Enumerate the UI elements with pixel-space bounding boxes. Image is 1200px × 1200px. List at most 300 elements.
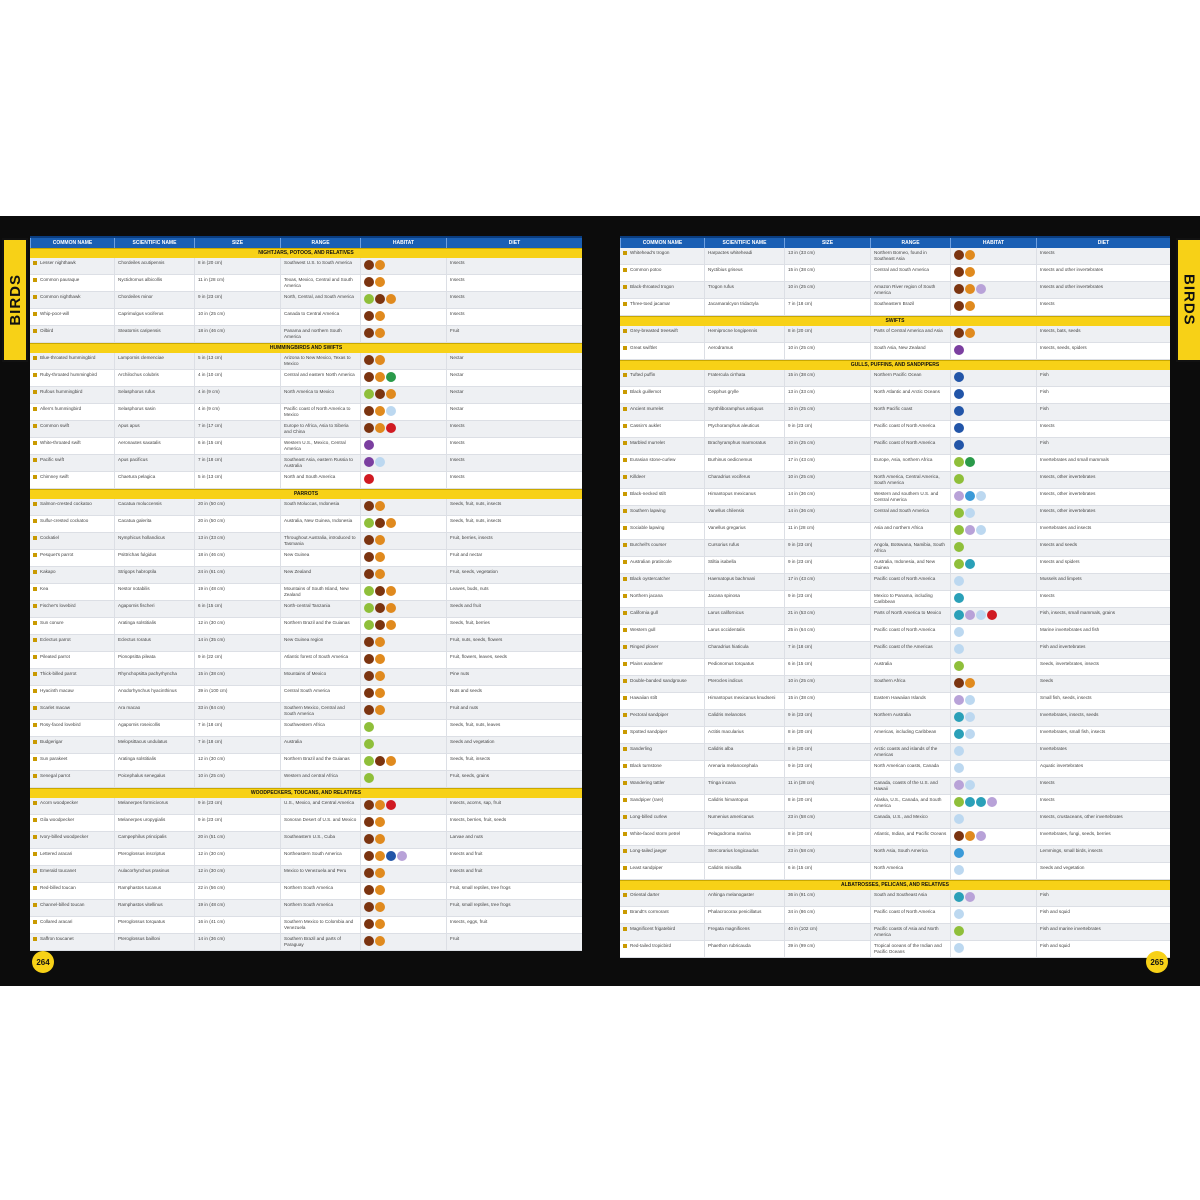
diet-cell: Larvae and nuts	[446, 832, 582, 848]
size-cell: 6 in (15 cm)	[194, 438, 280, 454]
bullet-icon	[33, 312, 37, 316]
size-cell: 11 in (28 cm)	[784, 778, 870, 794]
forest-habitat-icon	[364, 868, 374, 878]
diet-cell: Fish and marine invertebrates	[1036, 924, 1170, 940]
book-spread	[0, 216, 1200, 986]
bullet-icon	[33, 723, 37, 727]
common-name-cell	[620, 625, 704, 641]
range-cell: Southwest U.S. to South America	[280, 258, 360, 274]
scientific-name-cell: Anodorhynchus hyacinthinus	[114, 686, 194, 702]
tundra-habitat-icon	[965, 457, 975, 467]
range-cell: Parts of North America to Mexico	[870, 608, 950, 624]
common-name: Pectoral sandpiper	[630, 712, 669, 717]
table-row	[30, 849, 582, 866]
table-row	[30, 883, 582, 900]
common-name: Burchell's courser	[630, 542, 667, 547]
grass-habitat-icon	[965, 267, 975, 277]
mountain-habitat-icon	[976, 797, 986, 807]
scientific-name-cell: Psittrichas fulgidus	[114, 550, 194, 566]
common-name-cell	[30, 516, 114, 532]
size-cell: 23 in (58 cm)	[784, 812, 870, 828]
scrub-habitat-icon	[954, 508, 964, 518]
habitat-cell	[360, 669, 446, 685]
habitat-cell	[950, 625, 1036, 641]
bullet-icon	[33, 278, 37, 282]
common-name-cell	[620, 421, 704, 437]
forest-habitat-icon	[364, 328, 374, 338]
scientific-name-cell: Ara macao	[114, 703, 194, 719]
grass-habitat-icon	[965, 250, 975, 260]
column-header: RANGE	[280, 238, 360, 248]
common-name: Thick-billed parrot	[40, 671, 77, 676]
habitat-cell	[950, 846, 1036, 862]
urban-habitat-icon	[364, 474, 374, 484]
diet-cell: Fruit and nuts	[446, 703, 582, 719]
range-cell: Pacific coast of North America	[870, 438, 950, 454]
size-cell: 9 in (23 cm)	[194, 292, 280, 308]
diet-cell: Insects and other invertebrates	[1036, 282, 1170, 298]
scientific-name-cell: Ptychoramphus aleuticus	[704, 421, 784, 437]
grass-habitat-icon	[375, 328, 385, 338]
common-name: Hawaiian stilt	[630, 695, 658, 700]
table-row	[30, 815, 582, 832]
common-name-cell	[30, 849, 114, 865]
range-cell: North Atlantic and Arctic Oceans	[870, 387, 950, 403]
habitat-cell	[950, 591, 1036, 607]
habitat-cell	[950, 574, 1036, 590]
table-row	[620, 924, 1170, 941]
diet-cell: Fruit	[446, 934, 582, 950]
size-cell: 15 in (38 cm)	[784, 693, 870, 709]
common-name: Scarlet macaw	[40, 705, 71, 710]
table-row	[620, 523, 1170, 540]
bullet-icon	[33, 441, 37, 445]
polar-habitat-icon	[954, 372, 964, 382]
common-name: California gull	[630, 610, 658, 615]
range-cell: Mountains of South Island, New Zealand	[280, 584, 360, 600]
diet-cell: Insects and fruit	[446, 866, 582, 882]
habitat-cell	[360, 849, 446, 865]
common-name: Kakapo	[40, 569, 56, 574]
grass-habitat-icon	[386, 389, 396, 399]
bullet-icon	[623, 645, 627, 649]
mountain-habitat-icon	[965, 559, 975, 569]
column-header: SCIENTIFIC NAME	[704, 238, 784, 248]
table-row	[620, 608, 1170, 625]
grass-habitat-icon	[386, 518, 396, 528]
common-name: Whitehead's trogon	[630, 250, 670, 255]
grass-habitat-icon	[375, 260, 385, 270]
habitat-cell	[360, 832, 446, 848]
common-name: Fischer's lovebird	[40, 603, 76, 608]
section-tab-label: BIRDS	[1180, 274, 1198, 326]
common-name-cell	[30, 866, 114, 882]
size-cell: 8 in (20 cm)	[784, 727, 870, 743]
diet-cell: Fruit, flowers, leaves, seeds	[446, 652, 582, 668]
common-name-cell	[30, 326, 114, 342]
bullet-icon	[623, 329, 627, 333]
common-name: Saffron toucanet	[40, 936, 74, 941]
size-cell: 19 in (48 cm)	[194, 900, 280, 916]
size-cell: 14 in (36 cm)	[784, 489, 870, 505]
urban-habitat-icon	[987, 610, 997, 620]
grass-habitat-icon	[375, 671, 385, 681]
table-row	[620, 676, 1170, 693]
common-name: Lettered aracari	[40, 851, 73, 856]
range-cell: Amazon River region of South America	[870, 282, 950, 298]
habitat-cell	[950, 761, 1036, 777]
common-name-cell	[30, 798, 114, 814]
diet-cell: Insects, other invertebrates	[1036, 489, 1170, 505]
common-name: Common nighthawk	[40, 294, 81, 299]
size-cell: 8 in (20 cm)	[784, 326, 870, 342]
scrub-habitat-icon	[954, 797, 964, 807]
range-cell: Texas, Mexico, Central and South America	[280, 275, 360, 291]
range-cell: South and Southeast Asia	[870, 890, 950, 906]
tundra-habitat-icon	[386, 372, 396, 382]
bullet-icon	[33, 424, 37, 428]
table-row	[30, 737, 582, 754]
size-cell: 12 in (30 cm)	[194, 754, 280, 770]
range-cell: Pacific coast of North America	[870, 625, 950, 641]
common-name-cell	[620, 941, 704, 957]
table-row	[620, 941, 1170, 958]
bullet-icon	[623, 611, 627, 615]
size-cell: 25 in (64 cm)	[784, 625, 870, 641]
bullet-icon	[623, 509, 627, 513]
forest-habitat-icon	[364, 817, 374, 827]
forest-habitat-icon	[364, 851, 374, 861]
size-cell: 13 in (33 cm)	[784, 248, 870, 264]
diet-cell: Seeds, fruit, berries	[446, 618, 582, 634]
bullet-icon	[623, 628, 627, 632]
table-row	[620, 846, 1170, 863]
forest-habitat-icon	[954, 831, 964, 841]
section-heading: HUMMINGBIRDS AND SWIFTS	[30, 343, 582, 353]
habitat-cell	[360, 798, 446, 814]
scientific-name-cell: Actitis macularius	[704, 727, 784, 743]
bullet-icon	[623, 492, 627, 496]
habitat-cell	[950, 924, 1036, 940]
size-cell: 9 in (23 cm)	[784, 710, 870, 726]
common-name-cell	[620, 540, 704, 556]
size-cell: 7 in (18 cm)	[784, 642, 870, 658]
common-name-cell	[620, 574, 704, 590]
forest-habitat-icon	[375, 603, 385, 613]
diet-cell: Fruit, small reptiles, tree frogs	[446, 883, 582, 899]
bullet-icon	[623, 910, 627, 914]
common-name: Wandering tattler	[630, 780, 665, 785]
common-name: Tufted puffin	[630, 372, 656, 377]
size-cell: 8 in (20 cm)	[784, 829, 870, 845]
grass-habitat-icon	[965, 328, 975, 338]
habitat-cell	[360, 516, 446, 532]
scientific-name-cell: Vanellus gregarius	[704, 523, 784, 539]
bullet-icon	[623, 944, 627, 948]
diet-cell: Insects, other invertebrates	[1036, 506, 1170, 522]
fresh-habitat-icon	[965, 525, 975, 535]
fresh-habitat-icon	[965, 610, 975, 620]
diet-cell: Insects, other invertebrates	[1036, 472, 1170, 488]
scrub-habitat-icon	[364, 603, 374, 613]
urban-habitat-icon	[386, 800, 396, 810]
size-cell: 7 in (18 cm)	[194, 720, 280, 736]
bullet-icon	[33, 774, 37, 778]
common-name: Rufous hummingbird	[40, 389, 83, 394]
bullet-icon	[623, 764, 627, 768]
scientific-name-cell: Himantopus mexicanus knudseni	[704, 693, 784, 709]
bullet-icon	[623, 251, 627, 255]
column-header: DIET	[1036, 238, 1170, 248]
bullet-icon	[33, 570, 37, 574]
grass-habitat-icon	[375, 654, 385, 664]
fresh-habitat-icon	[987, 797, 997, 807]
common-name-cell	[620, 404, 704, 420]
range-cell: Parts of Central America and Asia	[870, 326, 950, 342]
habitat-cell	[360, 934, 446, 950]
scientific-name-cell: Lampornis clemenciae	[114, 353, 194, 369]
scientific-name-cell: Calidris minutilla	[704, 863, 784, 879]
common-name: Grey-breasted treeswift	[630, 328, 678, 333]
common-name-cell	[30, 275, 114, 291]
scientific-name-cell: Nymphicus hollandicus	[114, 533, 194, 549]
common-name-cell	[30, 370, 114, 386]
scientific-name-cell: Nyctidromus albicollis	[114, 275, 194, 291]
mountain-habitat-icon	[954, 892, 964, 902]
scientific-name-cell: Chaetura pelagica	[114, 472, 194, 488]
size-cell: 9 in (23 cm)	[784, 591, 870, 607]
column-header: COMMON NAME	[30, 238, 114, 248]
forest-habitat-icon	[364, 569, 374, 579]
grass-habitat-icon	[386, 603, 396, 613]
habitat-cell	[360, 421, 446, 437]
scientific-name-cell: Steatornis caripensis	[114, 326, 194, 342]
diet-cell: Insects	[1036, 778, 1170, 794]
forest-habitat-icon	[364, 406, 374, 416]
coast-habitat-icon	[965, 712, 975, 722]
size-cell: 4 in (9 cm)	[194, 404, 280, 420]
table-row	[620, 812, 1170, 829]
common-name-cell	[620, 343, 704, 359]
section-heading: ALBATROSSES, PELICANS, AND RELATIVES	[620, 880, 1170, 890]
common-name: Double-banded sandgrouse	[630, 678, 687, 683]
forest-habitat-icon	[375, 756, 385, 766]
bullet-icon	[33, 502, 37, 506]
common-name: Three-toed jacamar	[630, 301, 671, 306]
table-row	[620, 506, 1170, 523]
common-name: Marbled murrelet	[630, 440, 665, 445]
bullet-icon	[33, 390, 37, 394]
scientific-name-cell: Cacatua galerita	[114, 516, 194, 532]
bullet-icon	[33, 356, 37, 360]
habitat-cell	[360, 686, 446, 702]
bullet-icon	[33, 689, 37, 693]
range-cell: Canada, coasts of the U.S. and Hawaii	[870, 778, 950, 794]
bullet-icon	[623, 560, 627, 564]
bullet-icon	[33, 458, 37, 462]
common-name-cell	[620, 890, 704, 906]
size-cell: 16 in (41 cm)	[194, 917, 280, 933]
common-name-cell	[30, 669, 114, 685]
size-cell: 6 in (15 cm)	[194, 601, 280, 617]
common-name-cell	[620, 744, 704, 760]
size-cell: 7 in (18 cm)	[194, 737, 280, 753]
size-cell: 8 in (20 cm)	[784, 744, 870, 760]
range-cell: Angola, Botswana, Namibia, South Africa	[870, 540, 950, 556]
grass-habitat-icon	[386, 294, 396, 304]
range-cell: Americas, including Caribbean	[870, 727, 950, 743]
range-cell: Western and central Africa	[280, 771, 360, 787]
size-cell: 20 in (50 cm)	[194, 499, 280, 515]
habitat-cell	[360, 601, 446, 617]
scientific-name-cell: Larus californicus	[704, 608, 784, 624]
common-name-cell	[620, 924, 704, 940]
bullet-icon	[623, 696, 627, 700]
forest-habitat-icon	[364, 654, 374, 664]
table-row	[620, 863, 1170, 880]
common-name: Least sandpiper	[630, 865, 663, 870]
common-name: Black-throated trogon	[630, 284, 674, 289]
size-cell: 10 in (25 cm)	[784, 472, 870, 488]
table-row	[30, 550, 582, 567]
table-row	[620, 421, 1170, 438]
common-name: Plains wanderer	[630, 661, 663, 666]
habitat-cell	[360, 326, 446, 342]
diet-cell: Insects	[446, 275, 582, 291]
bullet-icon	[623, 373, 627, 377]
range-cell: Pacific coast of the Americas	[870, 642, 950, 658]
habitat-cell	[950, 557, 1036, 573]
diet-cell: Insects	[446, 455, 582, 471]
habitat-cell	[950, 829, 1036, 845]
diet-cell: Invertebrates and insects	[1036, 523, 1170, 539]
size-cell: 10 in (25 cm)	[784, 282, 870, 298]
size-cell: 9 in (23 cm)	[784, 421, 870, 437]
diet-cell: Nectar	[446, 387, 582, 403]
bullet-icon	[623, 302, 627, 306]
diet-cell: Insects	[446, 472, 582, 488]
range-cell: South Asia, New Zealand	[870, 343, 950, 359]
table-row	[30, 832, 582, 849]
common-name-cell	[620, 795, 704, 811]
common-name-cell	[620, 472, 704, 488]
range-cell: Western and southern U.S. and Central America	[870, 489, 950, 505]
diet-cell: Fish	[1036, 438, 1170, 454]
scientific-name-cell: Apus pacificus	[114, 455, 194, 471]
forest-habitat-icon	[364, 936, 374, 946]
scientific-name-cell: Melanerpes uropygialis	[114, 815, 194, 831]
common-name: Sun parakeet	[40, 756, 68, 761]
coast-habitat-icon	[954, 909, 964, 919]
diet-cell: Nectar	[446, 404, 582, 420]
scrub-habitat-icon	[364, 518, 374, 528]
scientific-name-cell: Agapornis roseicollis	[114, 720, 194, 736]
common-name: White-faced storm petrel	[630, 831, 681, 836]
grass-habitat-icon	[375, 705, 385, 715]
range-cell: New Guinea	[280, 550, 360, 566]
scientific-name-cell: Fregata magnificens	[704, 924, 784, 940]
habitat-cell	[360, 404, 446, 420]
bullet-icon	[33, 818, 37, 822]
habitat-cell	[360, 499, 446, 515]
common-name: Killdeer	[630, 474, 646, 479]
table-row	[30, 652, 582, 669]
scientific-name-cell: Phaethon rubricauda	[704, 941, 784, 957]
common-name-cell	[30, 815, 114, 831]
table-row	[620, 693, 1170, 710]
common-name-cell	[620, 387, 704, 403]
size-cell: 39 in (100 cm)	[194, 686, 280, 702]
scientific-name-cell: Harpactes whiteheadi	[704, 248, 784, 264]
range-cell: Southern Mexico to Colombia and Venezuela	[280, 917, 360, 933]
urban-habitat-icon	[386, 423, 396, 433]
table-row	[620, 574, 1170, 591]
common-name-cell	[30, 567, 114, 583]
table-row	[30, 292, 582, 309]
scientific-name-cell: Aratinga solstitialis	[114, 754, 194, 770]
bullet-icon	[33, 740, 37, 744]
coast-habitat-icon	[386, 406, 396, 416]
scientific-name-cell: Haematopus bachmani	[704, 574, 784, 590]
table-row	[30, 326, 582, 343]
bullet-icon	[33, 757, 37, 761]
scrub-habitat-icon	[364, 756, 374, 766]
common-name: Emerald toucanet	[40, 868, 77, 873]
size-cell: 9 in (22 cm)	[194, 652, 280, 668]
forest-habitat-icon	[375, 518, 385, 528]
scientific-name-cell: Brachyramphus marmoratus	[704, 438, 784, 454]
diet-cell: Aquatic invertebrates	[1036, 761, 1170, 777]
common-name: Hyacinth macaw	[40, 688, 74, 693]
range-cell: Australia, New Guinea, Indonesia	[280, 516, 360, 532]
size-cell: 36 in (91 cm)	[784, 890, 870, 906]
scientific-name-cell: Rhynchopsitta pachyrhyncha	[114, 669, 194, 685]
common-name: Budgerigar	[40, 739, 63, 744]
bullet-icon	[623, 713, 627, 717]
grass-habitat-icon	[375, 834, 385, 844]
table-row	[620, 710, 1170, 727]
fresh-habitat-icon	[954, 780, 964, 790]
habitat-cell	[360, 652, 446, 668]
common-name-cell	[30, 309, 114, 325]
table-row	[30, 455, 582, 472]
bullet-icon	[623, 662, 627, 666]
common-name: Kea	[40, 586, 49, 591]
scientific-name-cell: Pteroglossus inscriptus	[114, 849, 194, 865]
column-header: SIZE	[194, 238, 280, 248]
table-row	[30, 866, 582, 883]
range-cell: North, Central, and South America	[280, 292, 360, 308]
common-name-cell	[30, 550, 114, 566]
table-row	[30, 798, 582, 815]
scientific-name-cell: Calidris himantopus	[704, 795, 784, 811]
common-name: White-throated swift	[40, 440, 81, 445]
common-name-cell	[30, 771, 114, 787]
common-name: Common pauraque	[40, 277, 80, 282]
common-name-cell	[620, 642, 704, 658]
habitat-cell	[950, 404, 1036, 420]
size-cell: 13 in (33 cm)	[194, 533, 280, 549]
common-name: Black-necked stilt	[630, 491, 666, 496]
common-name: Sandpiper (rare)	[630, 797, 664, 802]
scientific-name-cell: Cursorius rufus	[704, 540, 784, 556]
diet-cell: Fish	[1036, 404, 1170, 420]
diet-cell: Small fish, seeds, insects	[1036, 693, 1170, 709]
common-name-cell	[620, 863, 704, 879]
habitat-cell	[950, 506, 1036, 522]
range-cell: Northern Borneo, found in Southeast Asia	[870, 248, 950, 264]
common-name: Black guillemot	[630, 389, 661, 394]
